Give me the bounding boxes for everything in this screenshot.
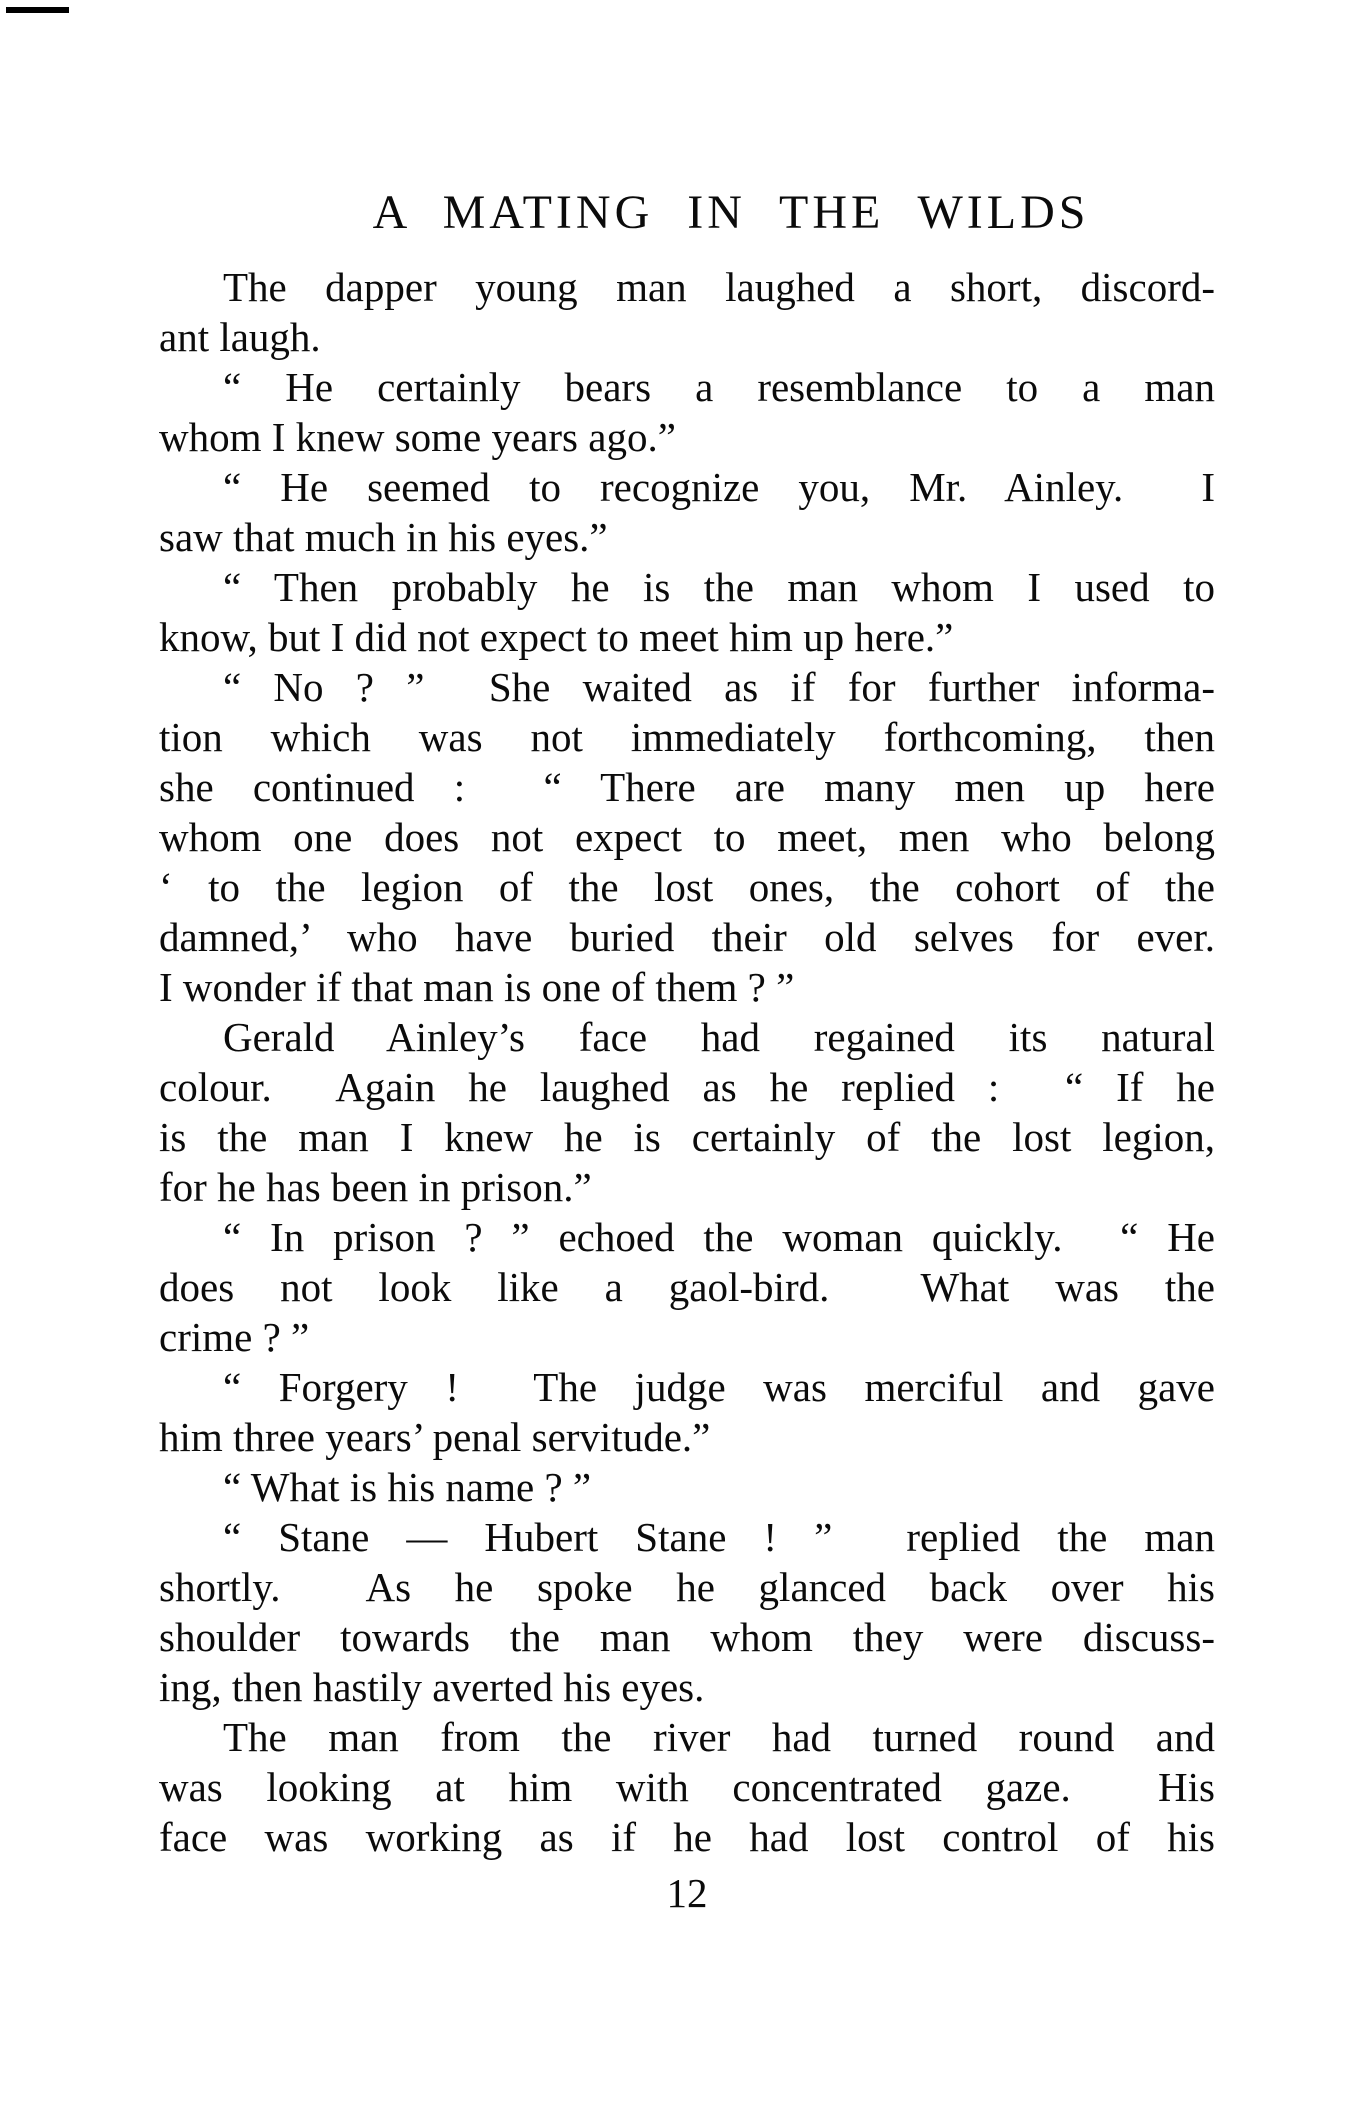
text-line: “ Then probably he is the man whom I used to <box>223 564 1215 610</box>
text-line: shortly. As he spoke he glanced back over his <box>159 1564 1215 1610</box>
text-line: “ Forgery ! The judge was merciful and gave <box>223 1364 1215 1410</box>
text-line: was looking at him with concentrated gaze. His <box>159 1764 1215 1810</box>
text-line: ing, then hastily averted his eyes. <box>159 1664 705 1710</box>
text-line: “ He seemed to recognize you, Mr. Ainley. I <box>223 464 1215 510</box>
text-line: face was working as if he had lost control of his <box>159 1814 1215 1860</box>
text-line: “ What is his name ? ” <box>223 1464 592 1510</box>
text-line: does not look like a gaol-bird. What was the <box>159 1264 1215 1310</box>
text-line: she continued : “ There are many men up here <box>159 764 1215 810</box>
text-line: whom one does not expect to meet, men who belong <box>159 814 1215 860</box>
page-text <box>159 262 1215 1862</box>
text-line: I wonder if that man is one of them ? ” <box>159 964 795 1010</box>
text-line: The dapper young man laughed a short, discord- <box>223 264 1215 310</box>
text-line: crime ? ” <box>159 1314 310 1360</box>
text-line: ant laugh. <box>159 314 321 360</box>
text-line: saw that much in his eyes.” <box>159 514 608 560</box>
text-line: “ He certainly bears a resemblance to a man <box>223 364 1215 410</box>
text-line: “ In prison ? ” echoed the woman quickly. “ He <box>223 1214 1215 1260</box>
text-line: “ No ? ” She waited as if for further informa- <box>223 664 1215 710</box>
page-title: A MATING IN THE WILDS <box>372 186 1090 239</box>
text-line: for he has been in prison.” <box>159 1164 592 1210</box>
page-number: 12 <box>666 1870 708 1916</box>
text-line: Gerald Ainley’s face had regained its natural <box>223 1014 1215 1060</box>
text-line: shoulder towards the man whom they were discuss- <box>159 1614 1215 1660</box>
text-line: is the man I knew he is certainly of the lost legion, <box>159 1114 1215 1160</box>
text-line: him three years’ penal servitude.” <box>159 1414 711 1460</box>
text-line: colour. Again he laughed as he replied : “ If he <box>159 1064 1215 1110</box>
text-line: whom I knew some years ago.” <box>159 414 676 460</box>
text-line: know, but I did not expect to meet him up here.” <box>159 614 954 660</box>
text-line: damned,’ who have buried their old selves for ever. <box>159 914 1215 960</box>
text-line: The man from the river had turned round and <box>223 1714 1215 1760</box>
text-line: tion which was not immediately forthcoming, then <box>159 714 1215 760</box>
text-line: “ Stane — Hubert Stane ! ” replied the man <box>223 1514 1215 1560</box>
text-line: ‘ to the legion of the lost ones, the cohort of the <box>159 864 1215 910</box>
scan-artifact-bar <box>6 7 69 13</box>
